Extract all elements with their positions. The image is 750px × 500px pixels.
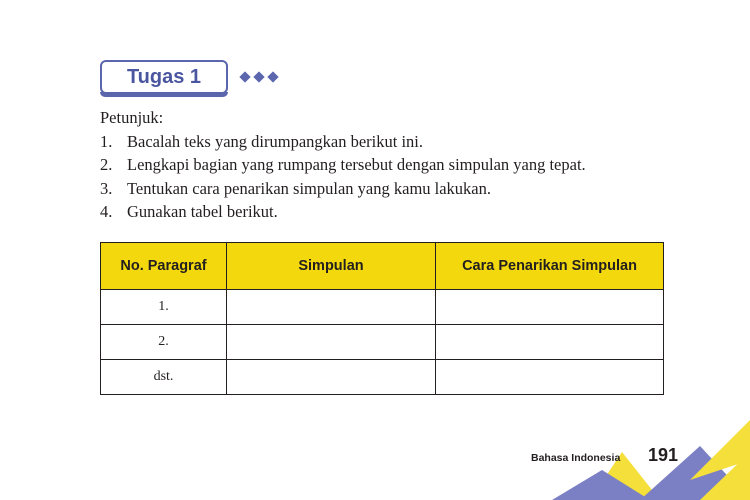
column-header-no-paragraf: No. Paragraf [101,243,227,290]
list-item: 2. Lengkapi bagian yang rumpang tersebut dengan simpulan yang tepat. [100,153,586,177]
list-item: 3. Tentukan cara penarikan simpulan yang kamu lakukan. [100,177,586,201]
list-item-text: Tentukan cara penarikan simpulan yang kamu lakukan. [127,178,492,198]
table-header-row [101,243,664,290]
table-cell [227,290,436,325]
column-header-simpulan: Simpulan [227,243,436,290]
diamond-icon [239,71,250,82]
table-row [101,325,664,360]
diamond-icon [267,71,278,82]
table-cell: dst. [101,360,227,395]
task-title: Tugas 1 [100,60,228,94]
table-cell [436,290,664,325]
diamond-ornament [241,73,277,81]
instructions-list [100,130,586,224]
list-item: 1. Bacalah teks yang dirumpangkan berikut ini. [100,130,586,154]
table-cell [227,325,436,360]
list-item: 4. Gunakan tabel berikut. [100,200,586,224]
column-header-cara-penarikan: Cara Penarikan Simpulan [436,243,664,290]
table-cell [436,360,664,395]
list-item-text: Gunakan tabel berikut. [127,202,278,221]
list-item-text: Bacalah teks yang dirumpangkan berikut ini. [127,131,424,151]
task-table [100,242,664,395]
footer-subject: Bahasa Indonesia [531,452,621,464]
table-cell: 2. [101,325,227,360]
page-number: 191 [648,445,679,465]
instructions-heading: Petunjuk: [100,108,164,127]
diamond-icon [253,71,264,82]
table-cell [436,325,664,360]
table-cell [227,360,436,395]
table-row [101,290,664,325]
table-cell: 1. [101,290,227,325]
list-item-text: Lengkapi bagian yang rumpang tersebut dengan simpulan yang tepat. [127,155,586,174]
instructions [100,106,586,224]
table-row [101,360,664,395]
